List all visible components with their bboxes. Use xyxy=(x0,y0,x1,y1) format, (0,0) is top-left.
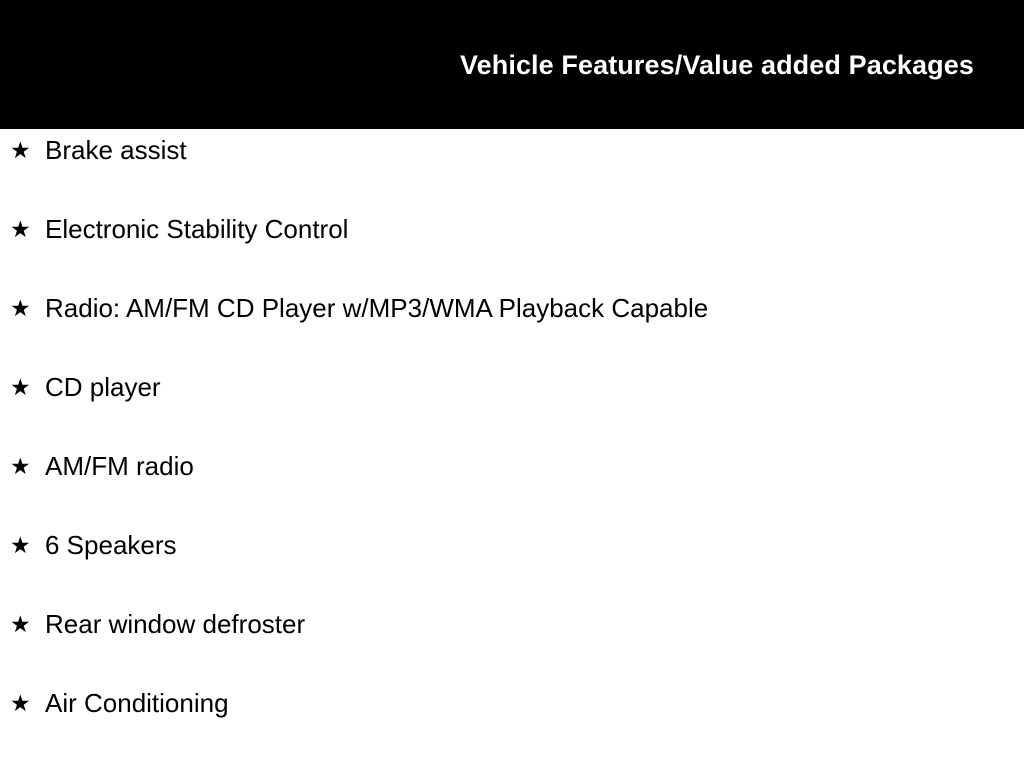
header-bar xyxy=(0,0,1024,129)
list-item-label: CD player xyxy=(45,372,161,402)
star-bullet-icon: ★ xyxy=(10,453,31,479)
list-item xyxy=(0,524,1024,603)
list-item xyxy=(0,208,1024,287)
star-bullet-icon: ★ xyxy=(10,690,31,716)
list-item-label: 6 Speakers xyxy=(45,530,177,560)
list-item xyxy=(0,682,1024,761)
list-item-label: Rear window defroster xyxy=(45,609,306,639)
star-bullet-icon: ★ xyxy=(10,532,31,558)
list-item-label: Air Conditioning xyxy=(45,688,229,718)
list-item xyxy=(0,287,1024,366)
list-item xyxy=(0,366,1024,445)
list-item xyxy=(0,603,1024,682)
feature-list xyxy=(0,129,1024,761)
page-title: Vehicle Features/Value added Packages xyxy=(460,50,974,80)
list-item xyxy=(0,129,1024,208)
list-item xyxy=(0,445,1024,524)
list-item-label: Electronic Stability Control xyxy=(45,214,349,244)
list-item-label: Brake assist xyxy=(45,135,187,165)
list-item-label: AM/FM radio xyxy=(45,451,194,481)
star-bullet-icon: ★ xyxy=(10,137,31,163)
star-bullet-icon: ★ xyxy=(10,374,31,400)
star-bullet-icon: ★ xyxy=(10,295,31,321)
list-item-label: Radio: AM/FM CD Player w/MP3/WMA Playback Capable xyxy=(45,293,709,323)
star-bullet-icon: ★ xyxy=(10,611,31,637)
star-bullet-icon: ★ xyxy=(10,216,31,242)
